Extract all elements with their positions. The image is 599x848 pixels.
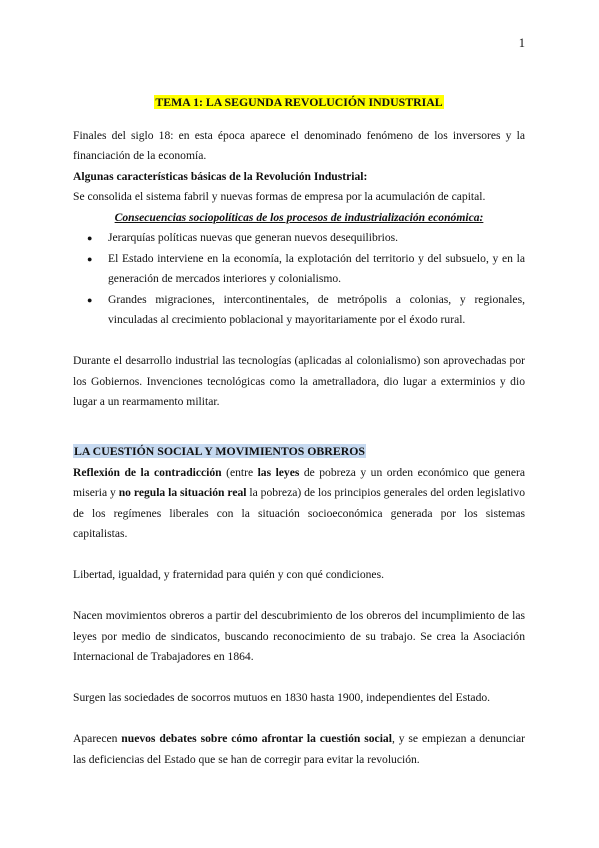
reflection-paragraph xyxy=(73,463,525,545)
intro-paragraph: Finales del siglo 18: en esta época aparece el denominado fenómeno de los inversores y la financiación de la economía. xyxy=(73,128,525,162)
reflection-text-1: (entre xyxy=(221,465,258,479)
list-item xyxy=(73,290,525,331)
liberty-paragraph: Libertad, igualdad, y fraternidad para quién y con qué condiciones. xyxy=(73,568,384,581)
debates-bold: nuevos debates sobre cómo afrontar la cuestión social xyxy=(121,732,392,745)
document-title: TEMA 1: LA SEGUNDA REVOLUCIÓN INDUSTRIAL xyxy=(155,95,443,109)
reflection-text-2: de pobreza y un orden económico que genera miseria y xyxy=(73,465,525,499)
list-item-text: Jerarquías políticas nuevas que generan nuevos desequilibrios. xyxy=(108,231,399,244)
bullet-icon: ● xyxy=(87,233,93,243)
bullet-icon: ● xyxy=(87,253,93,264)
title-wrap xyxy=(73,92,525,114)
debates-text-2: , y se empiezan a denunciar las deficiencias del Estado que se han de corregir para evitar la revolución. xyxy=(73,732,525,766)
development-paragraph: Durante el desarrollo industrial las tecnologías (aplicadas al colonialismo) son aprovechadas por los Gobiernos. Invenciones tecnológicas como la ametralladora, dio lugar a exterminios y dio lugar a un rearmamento militar. xyxy=(73,354,525,408)
reflection-bold-1: Reflexión de la contradicción xyxy=(73,465,222,479)
characteristics-text: Se consolida el sistema fabril y nuevas formas de empresa por la acumulación de capital. xyxy=(73,190,486,203)
reflection-text-3: la pobreza) de los principios generales del orden legislativo de los regímenes liberales con la situación socioeconómica generada por los sistemas capitalistas. xyxy=(73,486,525,540)
debates-paragraph xyxy=(73,729,525,770)
consequences-list xyxy=(73,228,525,331)
consequences-heading: Consecuencias sociopolíticas de los procesos de industrialización económica: xyxy=(114,210,484,224)
list-item-text: El Estado interviene en la economía, la explotación del territorio y del subsuelo, y en la generación de mercados interiores y colonialismo. xyxy=(108,251,525,285)
bullet-icon: ● xyxy=(87,294,93,305)
characteristics-heading: Algunas características básicas de la Revolución Industrial: xyxy=(73,169,368,183)
page-number: 1 xyxy=(518,36,525,50)
list-item-text: Grandes migraciones, intercontinentales, de metrópolis a colonias, y regionales, vinculadas al crecimiento poblacional y mayoritariamente por el éxodo rural. xyxy=(108,292,525,326)
list-item xyxy=(73,249,525,290)
movements-paragraph: Nacen movimientos obreros a partir del descubrimiento de los obreros del incumplimiento de las leyes por medio de sindicatos, buscando reconocimiento de su trabajo. Se crea la Asociación Internacional de Trabajadores en 1864. xyxy=(73,609,525,663)
debates-text-1: Aparecen xyxy=(73,732,122,745)
societies-paragraph: Surgen las sociedades de socorros mutuos en 1830 hasta 1900, independientes del Estado. xyxy=(73,691,491,704)
section-heading: LA CUESTIÓN SOCIAL Y MOVIMIENTOS OBREROS xyxy=(74,444,365,458)
list-item xyxy=(73,228,525,249)
reflection-bold-3: no regula la situación real xyxy=(118,486,247,499)
section-heading-wrap xyxy=(73,441,525,463)
reflection-bold-2: las leyes xyxy=(257,465,300,479)
document-body xyxy=(73,92,525,770)
